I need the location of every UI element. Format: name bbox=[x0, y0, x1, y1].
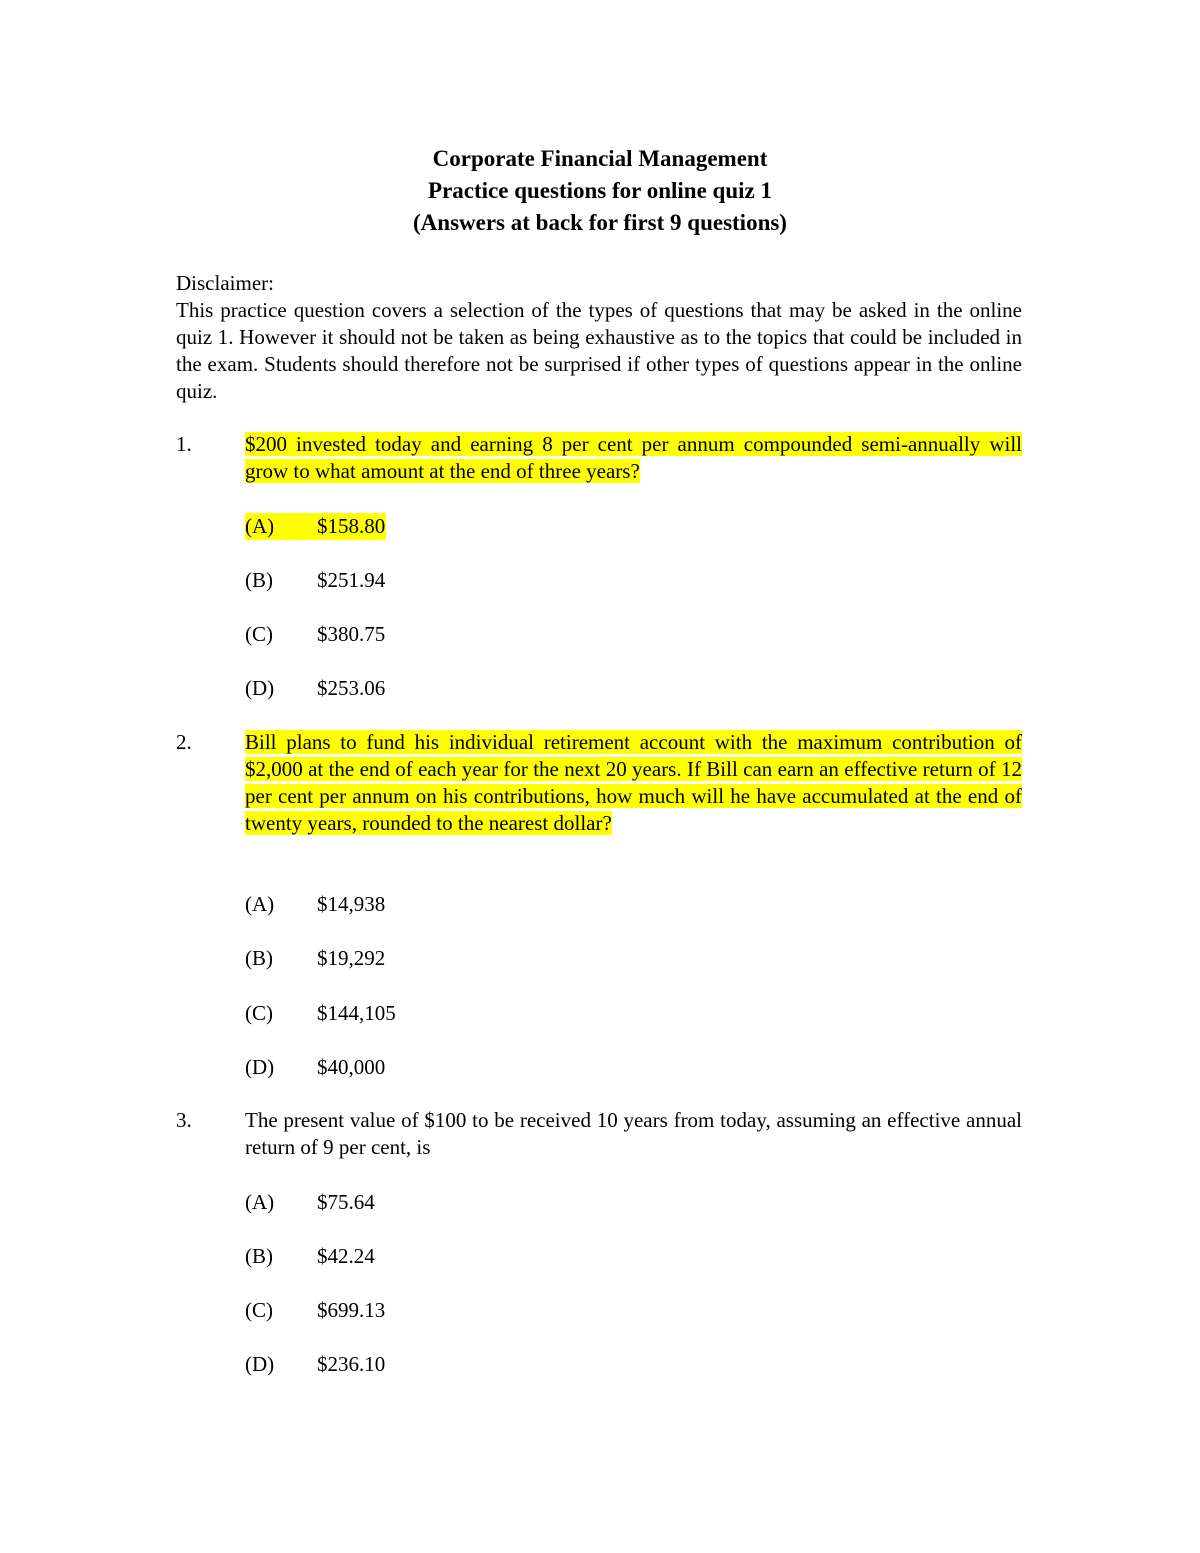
option-row[interactable] bbox=[245, 1054, 385, 1081]
option-row[interactable] bbox=[245, 513, 386, 540]
question-text-wrap bbox=[245, 431, 1022, 485]
option-letter: (C) bbox=[245, 622, 273, 646]
option-letter: (B) bbox=[245, 568, 273, 592]
option-letter: (D) bbox=[245, 1352, 275, 1376]
option-value: $19,292 bbox=[317, 946, 386, 970]
option-row[interactable] bbox=[245, 945, 385, 972]
option-letter: (A) bbox=[245, 514, 275, 538]
option-value: $144,105 bbox=[317, 1001, 396, 1025]
option-letter: (A) bbox=[245, 1190, 275, 1214]
question-number: 2. bbox=[176, 730, 192, 754]
option-value: $42.24 bbox=[317, 1244, 375, 1268]
disclaimer bbox=[176, 270, 1022, 405]
option-value: $40,000 bbox=[317, 1055, 386, 1079]
option-value: $251.94 bbox=[317, 568, 386, 592]
option-value: $380.75 bbox=[317, 622, 386, 646]
question-number: 1. bbox=[176, 432, 192, 456]
option-letter: (C) bbox=[245, 1001, 273, 1025]
option-letter: (B) bbox=[245, 1244, 273, 1268]
option-row[interactable] bbox=[245, 891, 385, 918]
option-letter: (D) bbox=[245, 1055, 275, 1079]
title-line-2: Practice questions for online quiz 1 bbox=[428, 178, 772, 203]
option-letter: (A) bbox=[245, 892, 275, 916]
option-value: $253.06 bbox=[317, 676, 386, 700]
option-letter: (B) bbox=[245, 946, 273, 970]
option-highlight bbox=[245, 513, 386, 540]
option-value: $14,938 bbox=[317, 892, 386, 916]
question-text: Bill plans to fund his individual retirement account with the maximum contribution of $2,000 at the end of each year for the next 20 years. If Bill can earn an effective return of 12 per cent per annum on his contributions, how much will he have accumulated at the end of twenty years, rounded to the nearest dollar? bbox=[245, 730, 1022, 835]
option-row[interactable] bbox=[245, 1000, 396, 1027]
title-line-1: Corporate Financial Management bbox=[432, 146, 768, 171]
disclaimer-text: This practice question covers a selection of the types of questions that may be asked in the online quiz 1. However it should not be taken as being exhaustive as to the topics that could be included in the exam. Students should therefore not be surprised if other types of questions appear in the online quiz. bbox=[176, 298, 1022, 403]
option-row[interactable] bbox=[245, 1189, 375, 1216]
option-letter: (D) bbox=[245, 676, 275, 700]
title-line-3: (Answers at back for first 9 questions) bbox=[413, 210, 787, 235]
option-row[interactable] bbox=[245, 1297, 385, 1324]
option-row[interactable] bbox=[245, 621, 385, 648]
option-letter: (C) bbox=[245, 1298, 273, 1322]
option-value: $699.13 bbox=[317, 1298, 386, 1322]
question-number: 3. bbox=[176, 1108, 192, 1132]
option-value: $236.10 bbox=[317, 1352, 386, 1376]
option-value: $158.80 bbox=[317, 514, 386, 538]
option-row[interactable] bbox=[245, 1351, 385, 1378]
option-row[interactable] bbox=[245, 675, 385, 702]
option-row[interactable] bbox=[245, 1243, 375, 1270]
question-text-wrap bbox=[245, 729, 1022, 837]
question-text: The present value of $100 to be received 10 years from today, assuming an effective annual return of 9 per cent, is bbox=[245, 1108, 1022, 1159]
question-text: $200 invested today and earning 8 per cent per annum compounded semi-annually will grow to what amount at the end of three years? bbox=[245, 432, 1022, 483]
option-value: $75.64 bbox=[317, 1190, 375, 1214]
disclaimer-label: Disclaimer: bbox=[176, 271, 274, 295]
option-row[interactable] bbox=[245, 567, 385, 594]
document-title bbox=[0, 143, 1200, 239]
